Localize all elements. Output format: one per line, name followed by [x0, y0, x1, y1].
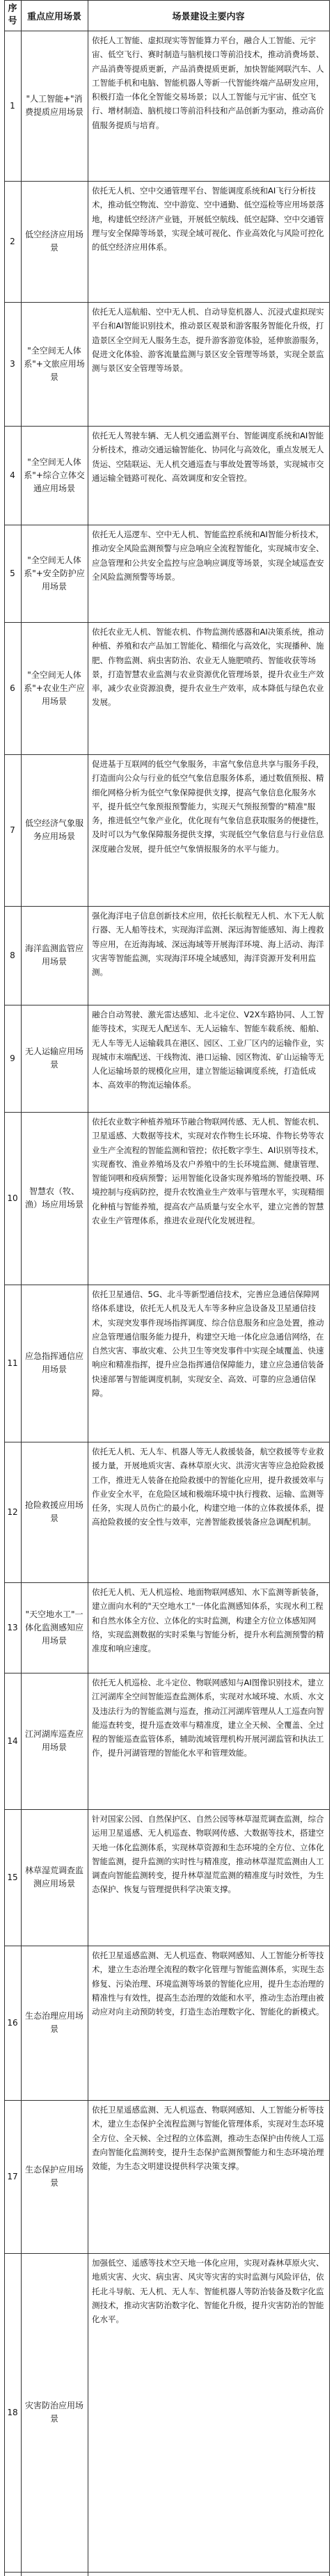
row-number: 18 [7, 2408, 18, 2417]
scenario-content: 依托无人机、无人机巡检、地面物联网感知、水下监测等新装备，建立面向水利的"天空地水工"一体化监测感知体系，实现水利工程和自然水体全方位、立体化的实时监测，构建全方位立体感知网络，实现监测数据的实时采集与智能分析，提升水利监测预警的精准度和响应速度。 [92, 1587, 324, 1654]
header-content: 场景建设主要内容 [172, 11, 245, 22]
scenario-content: 依托无人巡航船、空中无人机、自动导览机器人、沉浸式虚拟现实平台和AI智能识别技术，推动景区观景和游客服务智能化升级，打造景区全空间无人服务生态，提升游客游览体验，延伸旅游服务，促进文化体验、游客流量监测与景区安全管理等场景，实现全景监测与景区安全管理等场景。 [92, 307, 324, 374]
scenario-name: 应急指挥通信应用场景 [24, 1351, 84, 1374]
row-number: 8 [10, 951, 15, 960]
scenario-content: 依托无人机、无人车、机器人等无人救援装备，航空救援等专业救援力量，开展地质灾害、森林草原火灾、洪涝灾害等应急抢险救援工作，推进无人装备在抢险救援中的智能化应用，提升救援效率与作业安全水平，在危险区域和极端环境中执行搜救、运输、监测等任务，实现人员伤亡的最小化，构建空地一体的立体救援体系，提高抢险救援的安全性与效率，完善智能救援装备应急调配机制。 [92, 1447, 324, 1527]
scenario-name: "全空间无人体系"+农业生产应用场景 [24, 669, 85, 706]
scenario-name: 低空经济气象服务应用场景 [24, 818, 84, 841]
scenario-name: 海洋监测监管应用场景 [24, 944, 84, 967]
row-number: 15 [7, 1873, 18, 1882]
scenario-name: 抢险救援应用场景 [24, 1500, 84, 1523]
row-number: 12 [7, 1507, 18, 1517]
scenario-content: 依托人工智能、虚拟现实等智能算力平台，融合人工智能、元宇宙、低空飞行、赛时制造与脑机接口等前沿技术，推动消费场景、产品消费等提质更新，产品消费提质更新，加快智能网联汽车、人工智能手机和电脑、智能机器人等新一代智能终端产品研发应用，积极打造一体化全智能交易场景；以人工智能与元宇宙、低空飞行、增材制造、脑机接口等前沿科技和产品创新为驱动，推动高价值服务提质与培育。 [92, 35, 324, 130]
scenario-name: 无人运输应用场景 [24, 1047, 84, 1070]
scenario-name: 生态保护应用场景 [24, 2165, 84, 2188]
scenario-name: "全空间无人体系"+文旅应用场景 [24, 345, 85, 382]
row-number: 7 [10, 825, 15, 835]
header-scenario: 重点应用场景 [26, 11, 81, 22]
scenario-name: "全空间无人体系"+综合立体交通应用场景 [24, 456, 85, 493]
row-number: 9 [10, 1054, 15, 1063]
scenario-content: 依托无人驾驶车辆、无人机交通监测平台、智能调度系统和AI智能分析技术，推动交通运输智能化、协同化与高效化，重点发展无人货运、空陆联运、无人机交通巡查与事故处置等场景，实现城市交通运输全链路可视化、高效调度和安全管控。 [92, 431, 324, 483]
scenario-content: 依托无人机、空中交通管理平台、智能调度系统和AI飞行分析技术，推动低空物流、空中游览、空中通勤、低空巡检等应用场景落地，构建低空经济产业链，开展低空航线、低空起降、空中交通管理与安全保障等场景，实现全域可视化、作业高效化与风险可控化的低空经济应用体系。 [92, 186, 324, 253]
scenario-name: "全空间无人体系"+安全防护应用场景 [24, 555, 85, 591]
row-number: 1 [10, 101, 15, 111]
row-divider [4, 2572, 330, 2573]
scenario-name: 灾害防治应用场景 [24, 2401, 84, 2424]
row-number: 4 [10, 470, 15, 480]
scenario-name: 低空经济应用场景 [24, 230, 84, 253]
scenario-name: "人工智能+"消费提质应用场景 [24, 94, 84, 117]
row-number: 13 [7, 1623, 18, 1632]
scenario-content: 依托卫星通信、5G、北斗等新型通信技术，完善应急通信保障网络体系建设，依托无人机及无人车等多种应急设备及卫星通信技术，实现突发事件现场指挥调度、综合信息服务和应急处置，推动应急管理通信服务能力提升，构建空天地一体化应急通信网络，在自然灾害、事故灾难、公共卫生等突发事件中实现全域覆盖、快速响应和精准指挥，提升应急指挥通信保障能力，建立应急通信装备快速部署与智能调度机制，实现安全、高效、可靠的应急通信保障。 [92, 1289, 324, 1399]
row-number: 17 [7, 2172, 18, 2181]
scenario-content: 强化海洋电子信息创新技术应用，依托长航程无人机、水下无人航行器、无人船等技术，实现海洋监测、深远海智能感知、海上搜救等应用，在近海海域、深远海域等开展海洋环境、海上活动、海洋灾害等智能监测，实现海洋环境全域感知，海洋资源开发利用监测。 [92, 911, 324, 978]
scenario-content: 依托卫星遥感监测、无人机巡查、物联网感知、人工智能分析等技术，建立生态保护全流程监测与智能化管理体系，实现对生态环境全方位、全天候、全过程的立体监测，推动生态保护由传统人工巡查向智能化监测转变，提升生态保护监测预警能力和生态环境治理效能，为生态文明建设提供科学决策支撑。 [92, 2105, 324, 2172]
scenario-name: 江河湖库巡查应用场景 [24, 1729, 84, 1752]
table-border-right [329, 0, 330, 2576]
scenario-name: 林草湿荒调查监测应用场景 [24, 1866, 84, 1889]
scenario-content: 依托卫星遥感监测、无人机巡查、物联网感知、人工智能分析等技术，建立生态治理全流程的数字化管理与智能监测体系，实现生态修复、污染治理、环境监测等场景的智能化应用，提升生态治理的精准性与有效性，提高生态治理的效能和水平，推动生态治理由被动应对向主动预防转变，打造生态治理数字化、智能化的新模式。 [92, 1950, 324, 2017]
row-number: 5 [10, 569, 15, 578]
scenario-name: "天空地水工"一体化监测感知应用场景 [24, 1609, 84, 1646]
row-number: 11 [7, 1358, 18, 1368]
row-number: 14 [7, 1736, 18, 1746]
scenario-content: 依托农业无人机、智能农机、作物监测传感器和AI决策系统，推动种植、养殖和农产品加工智能化、精细化与高效化，实现播种、施肥、作物监测、病虫害防治、农业无人施肥喷药、智能收获等场景，打造智慧农业监测与农业资源优化管理场景，提升农业生产效率，减少农业资源浪费，提升农业生产效率，成本降低与绿色农业发展。 [92, 627, 324, 708]
row-number: 3 [10, 359, 15, 369]
scenario-content: 融合自动驾驶、激光雷达感知、北斗定位、V2X车路协同、人工智能等技术，实现无人配送车、无人运输车、智能车载系统、船舶、无人车等无人运输载具在港区、园区、工业厂区内的运输作业，实现城市末端配送、干线物流、港口运输、园区物流、矿山运输等无人化运输场景的规模化应用，建立智能运输调度系统，打造低成本、高效率的物流运输体系。 [92, 1010, 324, 1090]
scenario-name: 生态治理应用场景 [24, 2011, 84, 2034]
scenario-content: 加强低空、遥感等技术空天地一体化应用，实现对森林草原火灾、地质灾害、火灾、病虫害、风灾等灾害的实时监测与风险评估，依托北斗导航、无人机、无人车、智能机器人等防治装备及数字化监测技术，推动灾害防治数字化、智能化升级，提升灾害防治的智能化水平。 [92, 2258, 324, 2325]
row-number: 6 [10, 683, 15, 693]
scenario-content: 依托农业数字种植养殖环节融合物联网传感、无人机、智能农机、卫星遥感、大数据等技术，实现对农作物生长环境、作物长势等农业生产全流程的智能监测和管控；依托数字孪生、AI识别等技术，实现畜牧、渔业养殖场及农户养殖中的生长环境监测、健康管理、智能饲喂和疫病预警；运用智能化设备实现养殖场的智能投喂、环境控制与疫病防控，提升农牧渔业生产效率与管理水平，实现精细化种植与智能养殖，提高农产品质量与安全水平，建立完善的智慧农业生产管理体系，推进农业现代化发展进程。 [92, 1117, 324, 1226]
scenario-content: 依托无人机巡检、北斗定位、物联网感知与AI图像识别技术，建立江河湖库全空间智能巡查监测体系，实现对水域环境、水质、水文及违法行为的智能监测与巡查，推动江河湖库管理从人工巡查向智能巡查转变，提升巡查效率与精准度，建立全天候、全覆盖、全过程的智能巡查监管体系，辅助流域管理机构开展河湖监管和执法工作，提升河湖管理的智能化水平和管理效能。 [92, 1678, 324, 1758]
scenario-content: 促进基于互联网的低空气象服务，丰富气象信息共享与服务手段，打造面向公众与行业的低空气象信息服务体系，通过数值预报、精细化网格分析为低空气象保障提供支撑，提高气象信息化服务水平，提升低空气象预报预警能力，实现天气预报预警的"精准"服务，推进低空气象产业化，优化现有气象信息获取服务的便捷性，及时可以为气象保障服务提供支撑，实现低空气象信息与行业信息深度融合发展，提升低空气象情报服务的水平与能力。 [92, 759, 324, 854]
scenario-content: 针对国家公园、自然保护区、自然公园等林草湿荒调查监测，综合运用卫星遥感、无人机巡查、物联网传感、大数据等技术，搭建空天地一体化监测体系，实现林草资源和生态环境的全方位、立体化智能监测，提升监测的实时性与精准度，推动林草湿荒监测由人工调查向智能监测转变，提升林草湿荒监测的精准度与时效性，为生态保护、恢复与管理提供科学决策支撑。 [92, 1814, 324, 1895]
row-number: 16 [7, 2018, 18, 2028]
row-number: 10 [7, 1193, 18, 1203]
row-number: 2 [10, 237, 15, 246]
header-num: 序号 [8, 3, 17, 26]
scenario-name: 智慧农（牧、渔）场应用场景 [24, 1186, 84, 1209]
scenario-content: 依托无人巡逻车、空中无人机、智能监控系统和AI智能分析技术，推动安全风险监测预警与应急响应全流程智能化，实现城市安全、应急管理和公共安全监控与应急响应调度等场景，实现全域巡查安全风险监测预警等场景。 [92, 530, 324, 582]
